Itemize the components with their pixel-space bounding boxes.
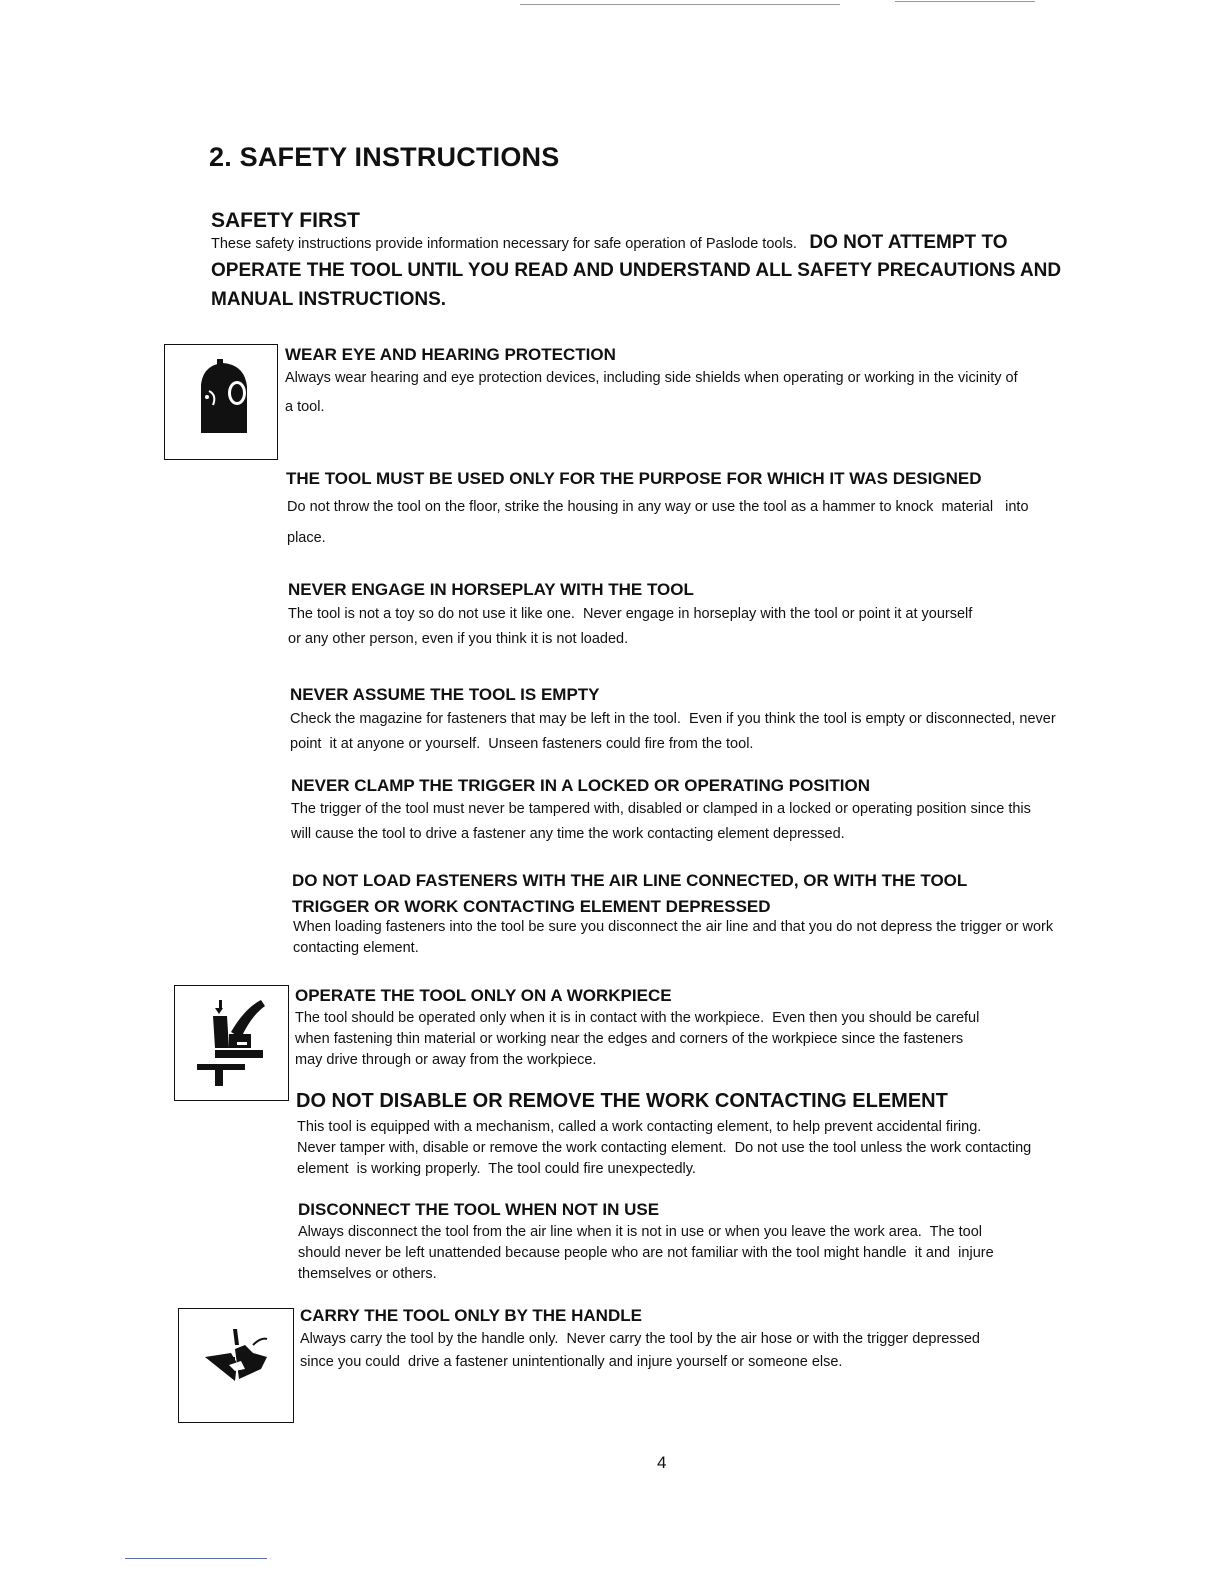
text-line: The tool is not a toy so do not use it like one. Never engage in horseplay with the tool or point it at yourself: [288, 606, 973, 622]
text-line: place.: [287, 530, 326, 546]
scan-line-bottom: [125, 1558, 267, 1559]
operate-on-workpiece-icon: [174, 985, 289, 1101]
section-text-horseplay: [288, 604, 1128, 650]
section-heading-load-fasteners-line2: TRIGGER OR WORK CONTACTING ELEMENT DEPRESSED: [292, 897, 771, 916]
scan-line-top: [520, 4, 840, 5]
text-line: Never tamper with, disable or remove the work contacting element. Do not use the tool unless the work contacting: [297, 1140, 1032, 1156]
section-text-trigger: [291, 799, 1131, 845]
text-line: point it at anyone or yourself. Unseen fasteners could fire from the tool.: [290, 736, 754, 752]
text-line: Check the magazine for fasteners that may be left in the tool. Even if you think the tool is empty or disconnected, never: [290, 711, 1056, 727]
section-text-disconnect: [298, 1222, 1138, 1285]
text-line: When loading fasteners into the tool be sure you disconnect the air line and that you do not depress the trigger or work: [293, 919, 1054, 935]
section-heading-handle: CARRY THE TOOL ONLY BY THE HANDLE: [300, 1306, 642, 1325]
text-line: The trigger of the tool must never be tampered with, disabled or clamped in a locked or operating position since this: [291, 801, 1031, 817]
intro-warning-line3: MANUAL INSTRUCTIONS.: [211, 289, 447, 310]
text-line: Always wear hearing and eye protection devices, including side shields when operating or working in the vicinity of: [285, 370, 1018, 386]
section-text-purpose: [287, 497, 1127, 549]
section-text-work-contacting: [297, 1117, 1137, 1180]
section-heading-eye-hearing: WEAR EYE AND HEARING PROTECTION: [285, 345, 616, 364]
page-number: 4: [657, 1453, 667, 1472]
page-title: 2. SAFETY INSTRUCTIONS: [209, 142, 560, 172]
intro-text: These safety instructions provide information necessary for safe operation of Paslode tools.: [211, 236, 797, 252]
text-line: or any other person, even if you think it is not loaded.: [288, 631, 629, 647]
section-heading-load-fasteners: DO NOT LOAD FASTENERS WITH THE AIR LINE CONNECTED, OR WITH THE TOOL: [292, 871, 968, 890]
text-line: a tool.: [285, 399, 325, 415]
scan-line-top-right: [895, 1, 1035, 2]
section-text-handle: [300, 1329, 1140, 1373]
section-heading-work-contacting: DO NOT DISABLE OR REMOVE THE WORK CONTACTING ELEMENT: [296, 1090, 948, 1112]
section-heading-horseplay: NEVER ENGAGE IN HORSEPLAY WITH THE TOOL: [288, 580, 694, 599]
text-line: since you could drive a fastener unintentionally and injure yourself or someone else.: [300, 1354, 843, 1370]
section-heading-empty: NEVER ASSUME THE TOOL IS EMPTY: [290, 685, 600, 704]
text-line: should never be left unattended because people who are not familiar with the tool might handle it and injure: [298, 1245, 994, 1261]
intro-paragraph: [211, 228, 1111, 315]
text-line: may drive through or away from the workpiece.: [295, 1052, 597, 1068]
text-line: themselves or others.: [298, 1266, 437, 1282]
intro-warning-line2: OPERATE THE TOOL UNTIL YOU READ AND UNDERSTAND ALL SAFETY PRECAUTIONS AND: [211, 260, 1062, 281]
section-text-load-fasteners: [293, 917, 1133, 959]
text-line: when fastening thin material or working near the edges and corners of the workpiece since the fasteners: [295, 1031, 964, 1047]
text-line: Always disconnect the tool from the air line when it is not in use or when you leave the work area. The tool: [298, 1224, 983, 1240]
text-line: Do not throw the tool on the floor, strike the housing in any way or use the tool as a hammer to knock material into: [287, 499, 1029, 515]
intro-warning-line1: DO NOT ATTEMPT TO: [809, 232, 1008, 253]
section-heading-workpiece: OPERATE THE TOOL ONLY ON A WORKPIECE: [295, 986, 672, 1005]
section-heading-disconnect: DISCONNECT THE TOOL WHEN NOT IN USE: [298, 1200, 660, 1219]
text-line: contacting element.: [293, 940, 419, 956]
eye-and-hearing-protection-icon: [164, 344, 278, 460]
text-line: element is working properly. The tool could fire unexpectedly.: [297, 1161, 696, 1177]
carry-by-handle-icon: [178, 1308, 294, 1423]
text-line: will cause the tool to drive a fastener any time the work contacting element depressed.: [291, 826, 845, 842]
section-heading-trigger: NEVER CLAMP THE TRIGGER IN A LOCKED OR OPERATING POSITION: [291, 776, 870, 795]
text-line: The tool should be operated only when it is in contact with the workpiece. Even then you should be careful: [295, 1010, 980, 1026]
section-text-eye-hearing: [285, 368, 1105, 418]
text-line: Always carry the tool by the handle only. Never carry the tool by the air hose or with the trigger depressed: [300, 1331, 980, 1347]
section-text-workpiece: [295, 1008, 1135, 1071]
section-text-empty: [290, 709, 1130, 755]
text-line: This tool is equipped with a mechanism, called a work contacting element, to help prevent accidental firing.: [297, 1119, 982, 1135]
safety-first-heading: SAFETY FIRST: [211, 209, 360, 232]
section-heading-purpose: THE TOOL MUST BE USED ONLY FOR THE PURPOSE FOR WHICH IT WAS DESIGNED: [286, 469, 982, 488]
